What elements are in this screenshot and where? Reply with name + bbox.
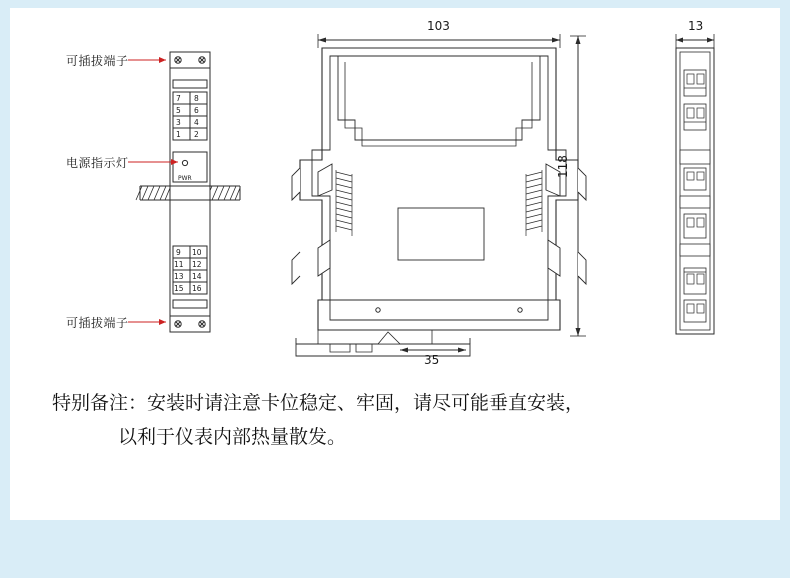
terminal-number: 9 [176, 248, 181, 257]
terminal-number: 1 [176, 130, 181, 139]
terminal-number: 10 [192, 248, 202, 257]
terminal-number: 2 [194, 130, 199, 139]
terminal-number: 4 [194, 118, 199, 127]
note-line-2: 以利于仪表内部热量散发。 [118, 426, 347, 448]
terminal-number: 11 [174, 260, 184, 269]
label-bottom-terminal: 可插拔端子 [66, 316, 129, 330]
terminal-number: 5 [176, 106, 181, 115]
terminal-number: 8 [194, 94, 199, 103]
pwr-marking-label: PWR [178, 175, 192, 182]
terminal-number: 3 [176, 118, 181, 127]
dimension-width-103: 103 [427, 19, 450, 33]
terminal-number: 16 [192, 284, 202, 293]
terminal-number: 14 [192, 272, 202, 281]
terminal-number: 7 [176, 94, 181, 103]
terminal-number: 6 [194, 106, 199, 115]
terminal-number: 12 [192, 260, 202, 269]
terminal-number: 15 [174, 284, 184, 293]
terminal-number: 13 [174, 272, 184, 281]
installation-note [52, 386, 752, 454]
label-power-indicator: 电源指示灯 [66, 156, 129, 170]
dimension-side-width-13: 13 [688, 19, 704, 33]
dimension-depth-35: 35 [424, 353, 440, 367]
dimension-height-118: 118 [556, 155, 570, 178]
label-top-terminal: 可插拔端子 [66, 54, 129, 68]
note-line-1: 特别备注：安装时请注意卡位稳定、牢固，请尽可能垂直安装， [52, 392, 585, 414]
